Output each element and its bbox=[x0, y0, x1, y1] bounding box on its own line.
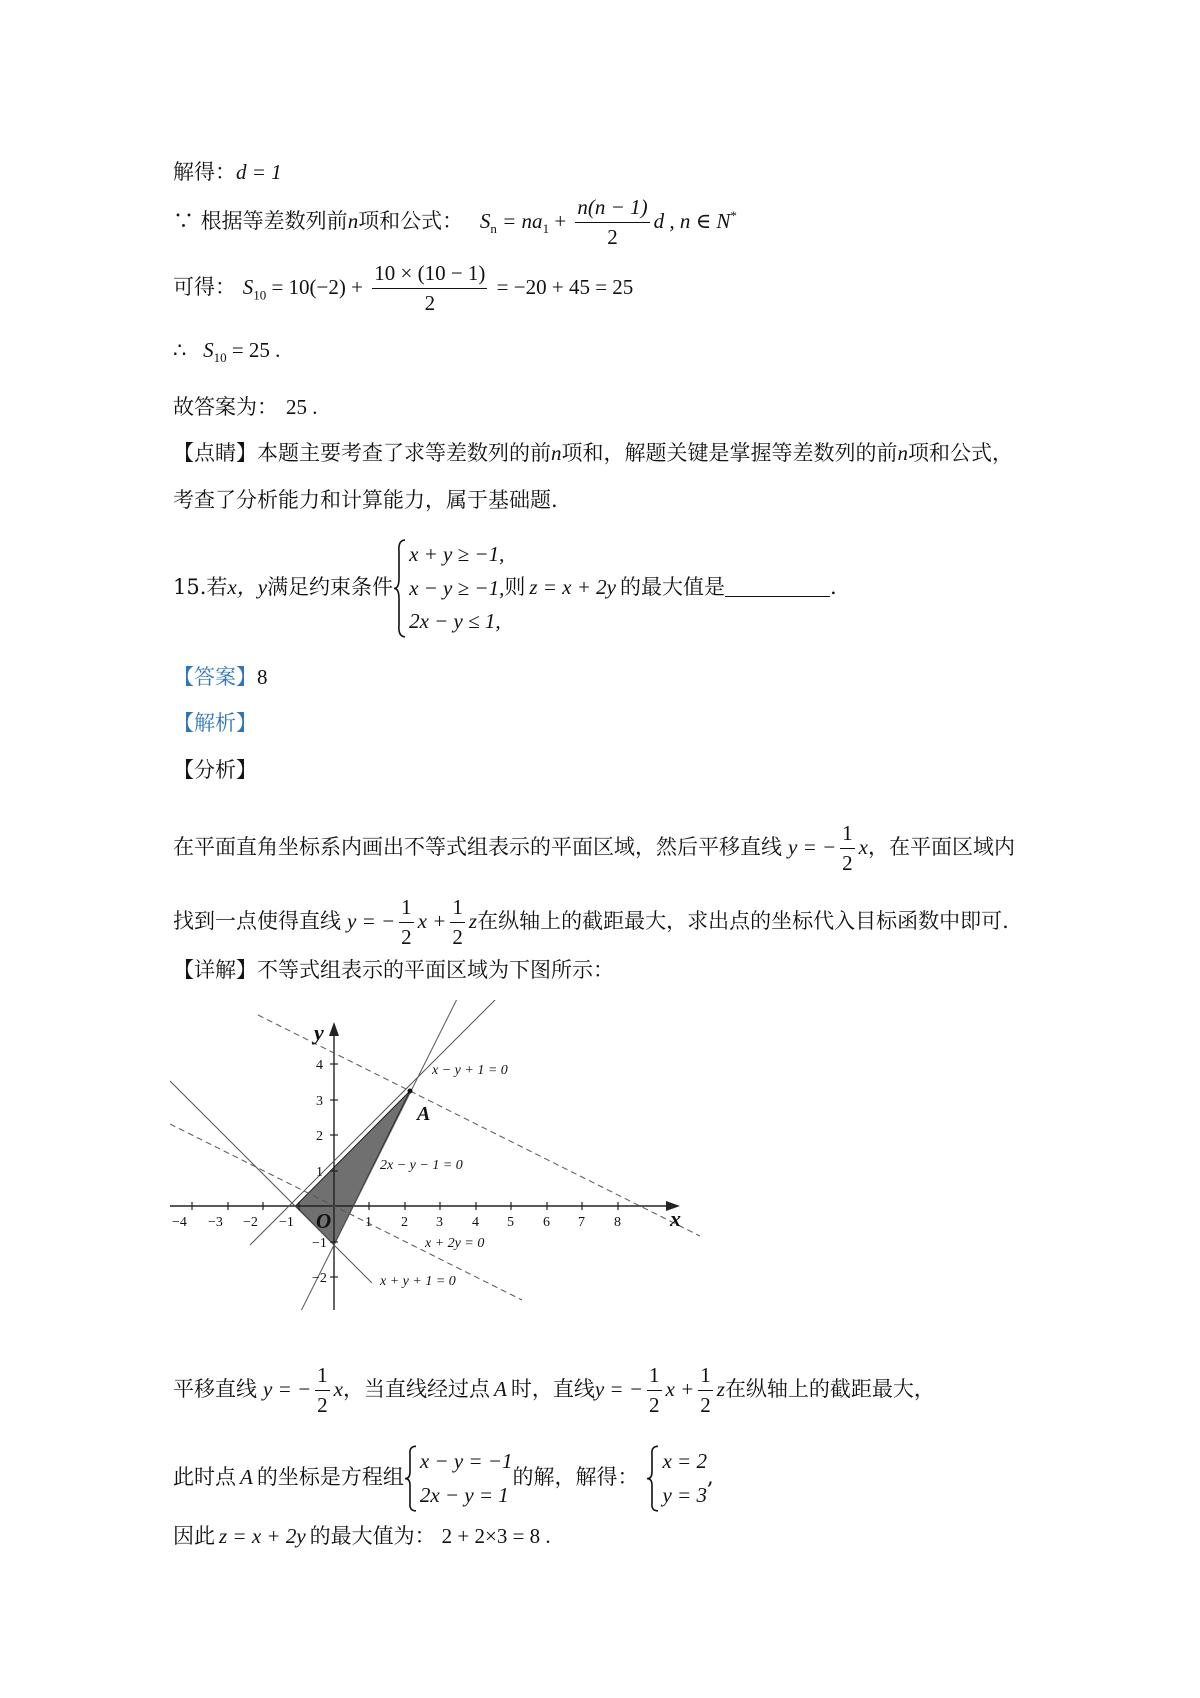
point-a-dot bbox=[408, 1089, 413, 1094]
y-axis-label: y bbox=[314, 1020, 324, 1045]
comment-line-2: 考查了分析能力和计算能力，属于基础题. bbox=[173, 488, 558, 512]
line-label-4: x + y + 1 = 0 bbox=[380, 1274, 456, 1289]
y-tick-label: 4 bbox=[316, 1058, 323, 1073]
analysis-label: 【解析】 bbox=[173, 711, 257, 735]
y-tick-label: −1 bbox=[312, 1236, 327, 1251]
point-a-label: A bbox=[417, 1103, 431, 1125]
x-tick-label: −1 bbox=[279, 1215, 294, 1230]
detail-label: 【详解】不等式组表示的平面区域为下图所示： bbox=[173, 958, 614, 982]
x-tick-label: −4 bbox=[172, 1215, 187, 1230]
x-tick-label: 1 bbox=[365, 1215, 372, 1230]
y-tick-label: 2 bbox=[316, 1129, 323, 1144]
analysis-text-1: 在平面直角坐标系内画出不等式组表示的平面区域，然后平移直线 y = − $\frac{1}{2}$ x，在平面区域内 bbox=[173, 821, 1015, 876]
origin-label: O bbox=[316, 1209, 332, 1233]
equation-system-line: 此时点 A 的坐标是方程组 x − y = −1 2x − y = 1 的解，解得： x = 2 y = 3 , bbox=[173, 1445, 714, 1512]
line-label-2: 2x − y − 1 = 0 bbox=[380, 1158, 463, 1173]
constraint-system: x + y ≥ −1, x − y ≥ −1, 2x − y ≤ 1, bbox=[393, 538, 504, 639]
fraction: $\frac{1}{2}$ bbox=[401, 895, 412, 950]
y-tick-label: 3 bbox=[316, 1094, 323, 1109]
brace-icon bbox=[393, 538, 407, 639]
x-tick-label: −2 bbox=[243, 1215, 258, 1230]
solution-system: x = 2 y = 3 bbox=[646, 1445, 707, 1512]
x-tick-label: 8 bbox=[614, 1215, 621, 1230]
substitution-line: 可得： $S_{10} = 10(-2)$ + $\frac{10 \times (10 - 1)}{2}$ = −20 + 45 = 25 bbox=[173, 261, 634, 316]
brace-icon bbox=[646, 1445, 660, 1512]
y-tick-label: 1 bbox=[316, 1165, 323, 1180]
equation-system: x − y = −1 2x − y = 1 bbox=[404, 1445, 513, 1512]
x-tick-label: 5 bbox=[507, 1215, 514, 1230]
feasible-region-graph bbox=[170, 1000, 700, 1310]
x-tick-label: 6 bbox=[543, 1215, 550, 1230]
fraction: $\frac{1}{2}$ bbox=[649, 1363, 660, 1418]
breakdown-label: 【分析】 bbox=[173, 758, 257, 782]
brace-icon bbox=[404, 1445, 418, 1512]
x-axis-label: x bbox=[670, 1206, 681, 1231]
solve-line: 解得：d = 1 bbox=[173, 160, 282, 184]
y-axis-arrow-icon bbox=[329, 1022, 339, 1036]
fraction: $\frac{10 \times (10 - 1)}{2}$ bbox=[374, 261, 486, 316]
answer-line: 故答案为： 25 . bbox=[173, 395, 318, 419]
line-label-1: x − y + 1 = 0 bbox=[432, 1063, 508, 1078]
question-15: 15.若x，y满足约束条件 x + y ≥ −1, x − y ≥ −1, 2x − y ≤ 1, 则 z = x + 2y 的最大值是 . bbox=[173, 538, 837, 639]
fraction: $\frac{1}{2}$ bbox=[700, 1363, 711, 1418]
x-tick-label: 7 bbox=[578, 1215, 585, 1230]
comment-line-1: 【点睛】本题主要考查了求等差数列的前n项和，解题关键是掌握等差数列的前n项和公式， bbox=[173, 441, 1013, 465]
line-label-3: x + 2y = 0 bbox=[425, 1236, 485, 1251]
answer-label: 【答案】8 bbox=[173, 665, 268, 689]
analysis-text-2: 找到一点使得直线 y = − $\frac{1}{2}$ x + $\frac{1}{2}$ z在纵轴上的截距最大，求出点的坐标代入目标函数中即可. bbox=[173, 895, 1009, 950]
x-tick-label: 4 bbox=[472, 1215, 479, 1230]
translate-line: 平移直线 y = − $\frac{1}{2}$ x，当直线经过点 A 时，直线y = − $\frac{1}{2}$ x + $\frac{1}{2}$ z在纵轴上的截距最大， bbox=[173, 1363, 935, 1418]
x-tick-label: 2 bbox=[401, 1215, 408, 1230]
fraction: $\frac{1}{2}$ bbox=[317, 1363, 328, 1418]
answer-blank bbox=[725, 578, 830, 597]
formula-line: ∵ 根据等差数列前n项和公式： $S_n = na_1$ + $\frac{n(n - 1)}{2}$ d , n ∈ N* bbox=[173, 195, 737, 250]
x-tick-label: 3 bbox=[436, 1215, 443, 1230]
y-tick-label: −2 bbox=[312, 1271, 327, 1286]
conclusion-line: 因此 z = x + 2y 的最大值为： 2 + 2×3 = 8 . bbox=[173, 1524, 551, 1548]
fraction: $\frac{n(n - 1)}{2}$ bbox=[577, 195, 648, 250]
fraction: $\frac{1}{2}$ bbox=[452, 895, 463, 950]
x-tick-label: −3 bbox=[208, 1215, 223, 1230]
fraction: $\frac{1}{2}$ bbox=[842, 821, 853, 876]
therefore-line: ∴ $S_{10} = 25$ . bbox=[173, 338, 281, 366]
